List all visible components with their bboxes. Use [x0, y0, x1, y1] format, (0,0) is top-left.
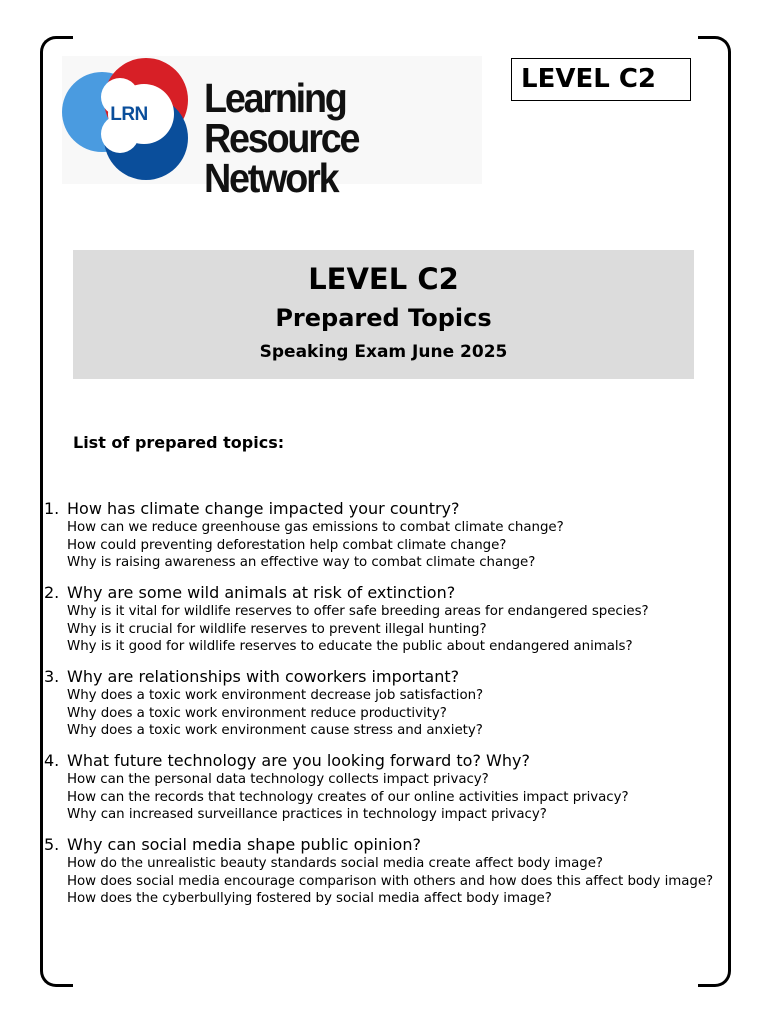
logo-name-line-1: Learning [204, 75, 346, 121]
topic-item [44, 667, 734, 751]
topic-question [44, 499, 734, 519]
subquestion: Why can increased surveillance practices in technology impact privacy? [67, 807, 547, 822]
topic-subquestions [67, 687, 734, 740]
lrn-logo [62, 56, 482, 201]
banner-level: LEVEL C2 [308, 262, 459, 296]
lrn-logo-initials: LRN [110, 104, 148, 125]
logo-name-line-2: Resource Network [204, 115, 359, 201]
subquestion: How do the unrealistic beauty standards social media create affect body image? [67, 856, 603, 871]
subquestion: How can the personal data technology collects impact privacy? [67, 772, 489, 787]
subquestion: Why is it vital for wildlife reserves to offer safe breeding areas for endangered species? [67, 604, 649, 619]
subquestion: Why is raising awareness an effective way to combat climate change? [67, 555, 536, 570]
logo-wordmark [204, 75, 460, 201]
topic-item [44, 583, 734, 667]
topic-subquestions [67, 519, 734, 572]
banner-title: Prepared Topics [275, 304, 492, 332]
topic-number: 3. [44, 667, 60, 686]
banner-subtitle: Speaking Exam June 2025 [259, 342, 508, 362]
topic-number: 4. [44, 751, 60, 770]
subquestion: How can we reduce greenhouse gas emissions to combat climate change? [67, 520, 564, 535]
topic-question-text: How has climate change impacted your country? [67, 499, 460, 518]
subquestion: Why does a toxic work environment reduce productivity? [67, 705, 447, 721]
topic-item [44, 751, 734, 835]
topic-question-text: What future technology are you looking forward to? Why? [67, 751, 530, 770]
topic-question-text: Why are some wild animals at risk of extinction? [67, 583, 456, 602]
subquestion: Why is it good for wildlife reserves to educate the public about endangered animals? [67, 639, 633, 654]
topic-subquestions [67, 855, 734, 908]
subquestion: How does the cyberbullying fostered by social media affect body image? [67, 891, 552, 906]
list-heading: List of prepared topics: [73, 433, 285, 452]
topic-question [44, 583, 734, 603]
topic-question-text: Why are relationships with coworkers important? [67, 667, 460, 686]
topic-subquestions [67, 771, 734, 824]
topic-number: 1. [44, 499, 60, 518]
level-badge: LEVEL C2 [511, 58, 691, 101]
subquestion: Why does a toxic work environment decrease job satisfaction? [67, 688, 484, 703]
topic-number: 2. [44, 583, 60, 602]
topic-question-text: Why can social media shape public opinion? [67, 835, 421, 854]
subquestion: Why does a toxic work environment cause stress and anxiety? [67, 723, 483, 738]
title-banner [73, 250, 694, 379]
topic-subquestions [67, 603, 734, 656]
topic-question [44, 667, 734, 687]
topic-list [44, 499, 734, 919]
subquestion: How could preventing deforestation help combat climate change? [67, 537, 507, 553]
subquestion: How can the records that technology creates of our online activities impact privacy? [67, 789, 629, 805]
topic-number: 5. [44, 835, 60, 854]
topic-item [44, 835, 734, 919]
subquestion: Why is it crucial for wildlife reserves to prevent illegal hunting? [67, 621, 487, 637]
subquestion: How does social media encourage comparison with others and how does this affect body image? [67, 873, 714, 889]
topic-question [44, 751, 734, 771]
topic-item [44, 499, 734, 583]
lrn-logo-mark-icon [62, 56, 202, 184]
topic-question [44, 835, 734, 855]
